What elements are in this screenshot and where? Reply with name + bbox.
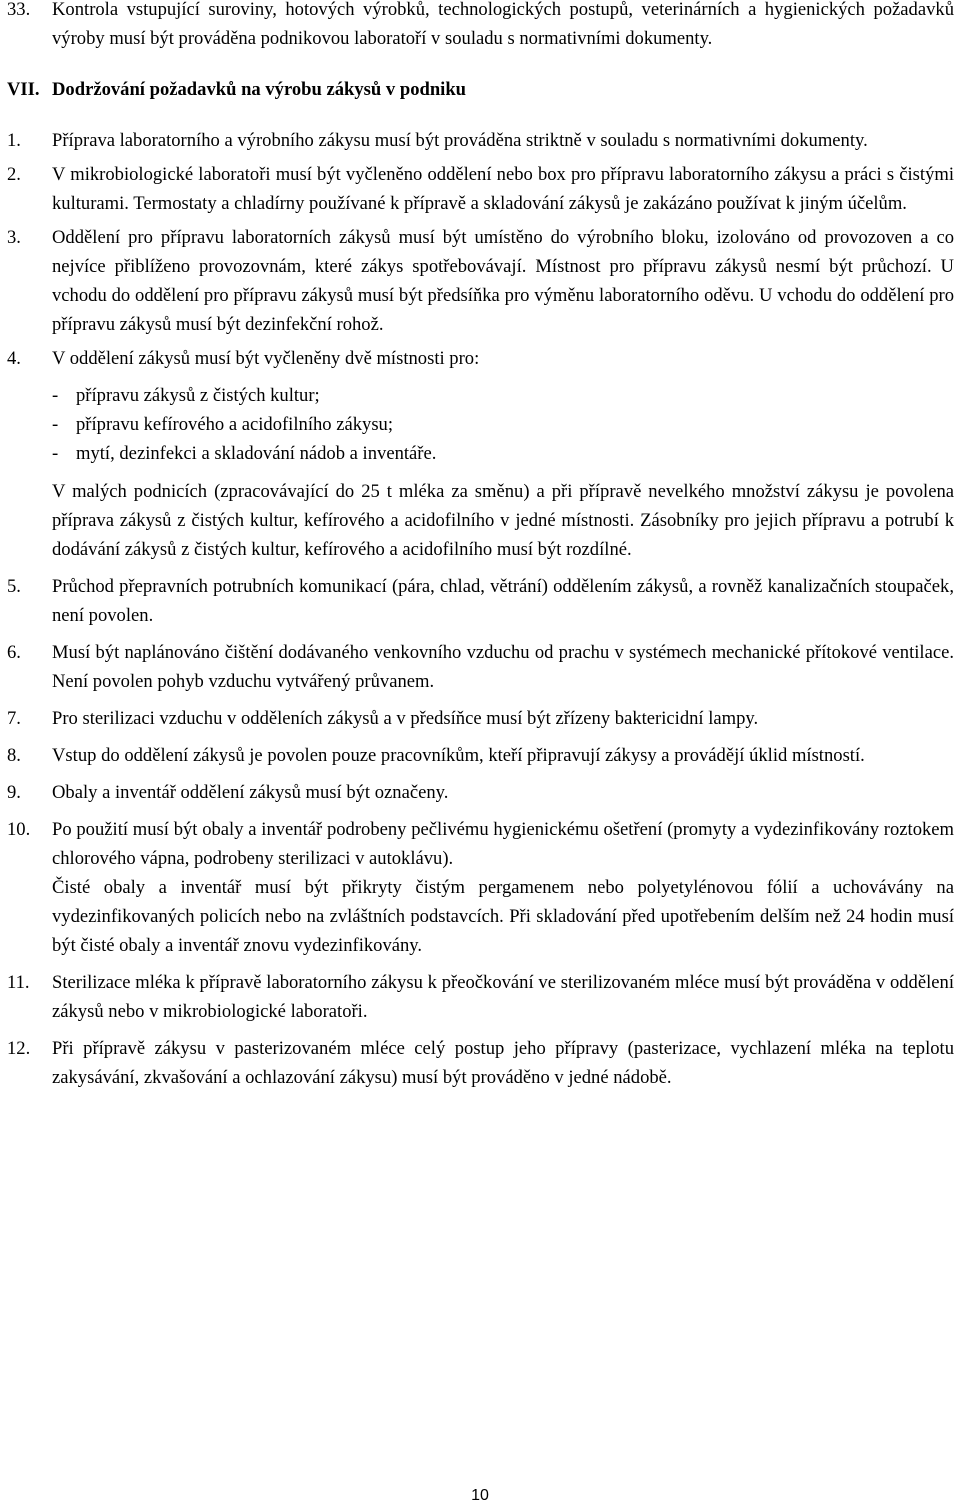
item-7 [0,704,954,733]
item-text: Oddělení pro přípravu laboratorních zákysů musí být umístěno do výrobního bloku, izolováno od provozoven a co nejvíce přiblíženo provozovnám, které zákys spotřebovávají. Místnost pro přípravu zákysů nesmí být průchozí. U vchodu do oddělení pro přípravu zákysů musí být předsíňka pro výměnu laboratorního oděvu. U vchodu do oddělení pro přípravu zákysů musí být dezinfekční rohož. [52,227,954,335]
dash-marker: - [52,385,59,406]
item-4 [0,344,954,564]
item-12 [0,1034,954,1092]
item-3 [0,223,954,339]
item-number: 4. [7,348,21,369]
list-item [52,381,954,410]
dash-marker: - [52,443,59,464]
item-text: Příprava laboratorního a výrobního zákysu musí být prováděna striktně v souladu s normativními dokumenty. [52,130,868,151]
item-6 [0,638,954,696]
item-text-2: Čisté obaly a inventář musí být přikryty čistým pergamenem nebo polyetylénovou fólií a uchovávány na vydezinfikovaných policích nebo na zvláštních podstavcích. Při skladování před upotřebením delším než 24 hodin musí být čisté obaly a inventář znovu vydezinfikovány. [52,877,954,956]
item-text: Pro sterilizaci vzduchu v odděleních zákysů a v předsíňce musí být zřízeny baktericidní lampy. [52,708,759,729]
item-number: 10. [7,819,31,840]
item-text: Obaly a inventář oddělení zákysů musí být označeny. [52,782,449,803]
item-9 [0,778,954,807]
item-text: Vstup do oddělení zákysů je povolen pouze pracovníkům, kteří připravují zákysy a provádějí úklid místností. [52,745,865,766]
item-number: 3. [7,227,21,248]
item-text: Sterilizace mléka k přípravě laboratorního zákysu k přeočkování ve sterilizovaném mléce musí být prováděna v oddělení zákysů nebo v mikrobiologické laboratoři. [52,972,954,1022]
item-number: 7. [7,708,21,729]
item-text: Kontrola vstupující suroviny, hotových výrobků, technologických postupů, veterinárních a hygienických požadavků výroby musí být prováděna podnikovou laboratoří v souladu s normativními dokumenty. [52,0,954,49]
section-title: Dodržování požadavků na výrobu zákysů v podniku [52,79,467,100]
item-number: 11. [7,972,30,993]
item-number: 2. [7,164,21,185]
list-item-text: přípravu kefírového a acidofilního zákysu; [76,414,394,435]
item-number: 1. [7,130,21,151]
list-item [52,410,954,439]
item-5 [0,572,954,630]
item-text: V mikrobiologické laboratoři musí být vyčleněno oddělení nebo box pro přípravu laboratorního zákysu a práci s čistými kulturami. Termostaty a chladírny používané k přípravě a skladování zákysů je zakázáno používat k jiným účelům. [52,164,954,214]
page-number: 10 [471,1487,489,1504]
item-8 [0,741,954,770]
item-11 [0,968,954,1026]
item-10 [0,815,954,960]
item-text: Průchod přepravních potrubních komunikací (pára, chlad, větrání) oddělením zákysů, a rovněž kanalizačních stoupaček, není povolen. [52,576,954,626]
list-item-text: mytí, dezinfekci a skladování nádob a inventáře. [76,443,437,464]
item-number: 12. [7,1038,31,1059]
list-item [52,439,954,468]
item-text: Po použití musí být obaly a inventář podrobeny pečlivému hygienickému ošetření (promyty a vydezinfikovány roztokem chlorového vápna, podrobeny sterilizaci v autoklávu). [52,819,954,869]
section-heading [0,75,954,104]
list-item-text: přípravu zákysů z čistých kultur; [76,385,320,406]
item-number: 9. [7,782,21,803]
item-text: Musí být naplánováno čištění dodávaného venkovního vzduchu od prachu v systémech mechanické přítokové ventilace. Není povolen pohyb vzduchu vytvářený průvanem. [52,642,954,692]
item-text-after: V malých podnicích (zpracovávající do 25 t mléka za směnu) a při přípravě nevelkého množství zákysu je povolena příprava zákysů z čistých kultur, kefírového a acidofilního v jedné místnosti. Zásobníky pro jejich přípravu a potrubí k dodávání zákysů z čistých kultur, kefírového a acidofilního musí být rozdílné. [52,481,954,560]
item-2 [0,160,954,218]
item-number: 6. [7,642,21,663]
item-number: 33. [7,0,31,20]
room-list [52,381,954,468]
item-number: 8. [7,745,21,766]
item-1 [0,126,954,155]
item-text: Při přípravě zákysu v pasterizovaném mléce celý postup jeho přípravy (pasterizace, vychlazení mléka na teplotu zakysávání, zkvašování a ochlazování zákysu) musí být prováděno v jedné nádobě. [52,1038,954,1088]
item-intro: V oddělení zákysů musí být vyčleněny dvě místnosti pro: [52,348,480,369]
item-number: 5. [7,576,21,597]
dash-marker: - [52,414,59,435]
item-33 [0,0,954,53]
section-number: VII. [7,79,40,100]
